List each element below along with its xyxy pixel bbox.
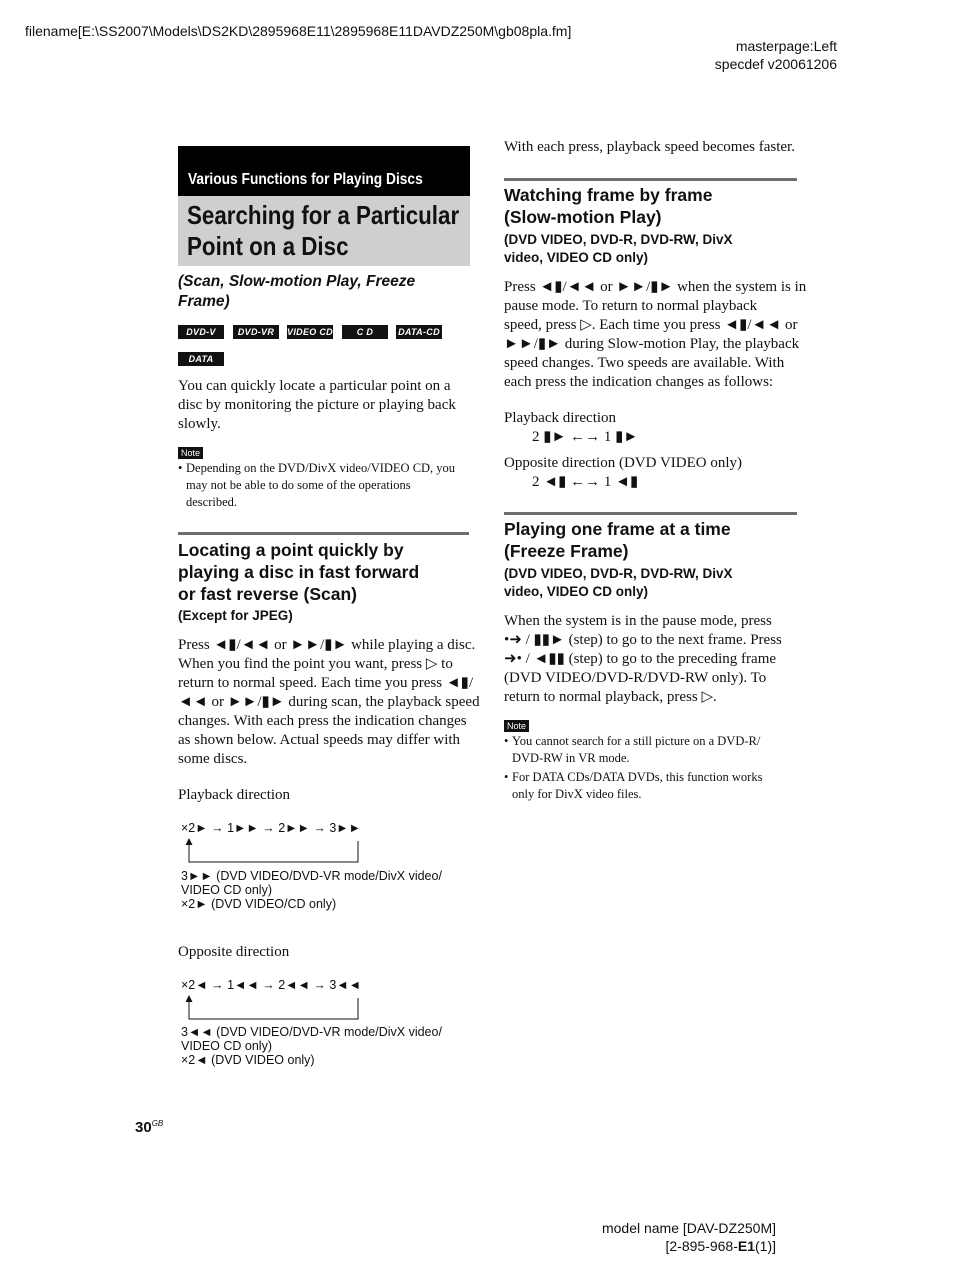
diagram-note-line: ×2► (DVD VIDEO/CD only) [181,897,337,911]
bullet-mark: • [178,461,183,475]
model-code-bold: E1 [737,1238,755,1254]
note-line: You cannot search for a still picture on a DVD-R/ [512,734,761,748]
badge-cd: C D [342,325,388,339]
model-code-prefix: [2-895-968- [665,1238,738,1254]
body-line: return to normal speed. Each time you press ◄▮/ [178,675,474,691]
heading-line: Playing one frame at a time [504,519,731,539]
heading-line: (Slow-motion Play) [504,207,662,227]
note-item [504,733,804,767]
masterpage-header: masterpage:Left [735,38,837,54]
filename-header: filename[E:\SS2007\Models\DS2KD\2895968E11\2895968E11DAVDZ250M\gb08pla.fm] [25,23,572,39]
page-title-line2: Point on a Disc [187,231,349,261]
diagram-note-line: 3►► (DVD VIDEO/DVD-VR mode/DivX video/ [181,869,442,883]
badge-data-dvd: DATA DVD [178,352,224,366]
diagram-note-line: ×2◄ (DVD VIDEO only) [181,1053,315,1067]
bullet-mark: • [504,734,509,748]
body-line: ➜• / ◄▮▮ (step) to go to the preceding frame [504,651,777,667]
badge-dvd-v: DVD-V [178,325,224,339]
body-line: Press ◄▮/◄◄ or ►►/▮► while playing a disc. [178,637,476,653]
body-line: changes. With each press the indication changes [178,713,467,729]
body-line: as shown below. Actual speeds may differ with [178,732,461,748]
section-rule [178,532,469,535]
badge-video-cd: VIDEO CD [287,327,333,337]
slow-heading [504,184,804,228]
note-line: DVD-RW in VR mode. [512,751,630,765]
slow-subheading [504,231,733,267]
intro-paragraph [178,377,478,434]
scan-playback-loop-arrow [180,836,370,866]
diagram-note-line: VIDEO CD only) [181,1039,272,1053]
page-title-box [178,196,470,266]
scan-heading [178,539,478,605]
body-line: some discs. [178,751,248,767]
heading-line: Locating a point quickly by [178,540,404,560]
scan-opposite-notes [181,1025,442,1067]
model-code-footer [665,1237,776,1256]
note-tag: Note [178,447,203,459]
slow-playback-sequence: 2 ▮► ←→ 1 ▮► [532,429,639,445]
body-line: speed changes. Two speeds are available. With [504,355,785,371]
intro-line: You can quickly locate a particular point on a [178,378,451,394]
chapter-label-bar [178,146,470,196]
diagram-note-line: VIDEO CD only) [181,883,272,897]
heading-line: (Freeze Frame) [504,541,629,561]
badge-dvd-vr: DVD-VR [233,325,279,339]
note-line: may not be able to do some of the operations [186,478,411,492]
section-rule [504,512,797,515]
freeze-heading [504,518,804,562]
intro-line: disc by monitoring the picture or playing back [178,397,456,413]
body-line: pause mode. To return to normal playback [504,298,758,314]
body-line: When the system is in the pause mode, press [504,613,772,629]
note-line: Depending on the DVD/DivX video/VIDEO CD, you [186,461,456,475]
page-number-suffix: GB [151,1119,164,1128]
model-code-suffix: (1)] [755,1238,776,1254]
note-tag: Note [504,720,529,732]
heading-line: playing a disc in fast forward [178,562,420,582]
note-line: described. [186,495,238,509]
slow-opposite-label: Opposite direction (DVD VIDEO only) [504,455,743,471]
body-line: (DVD VIDEO/DVD-R/DVD-RW only). To [504,670,767,686]
bullet-mark: • [504,770,509,784]
subtitle-line2: Frame) [178,293,230,310]
scan-subheading: (Except for JPEG) [178,608,293,623]
scan-body [178,636,478,769]
note-item [178,460,478,511]
note-line: only for DivX video files. [512,787,642,801]
body-line: speed, press ▷. Each time you press ◄▮/◄◄ or [504,317,798,333]
scan-opposite-label: Opposite direction [178,944,290,960]
heading-line: or fast reverse (Scan) [178,584,357,604]
subtitle-line1: (Scan, Slow-motion Play, Freeze [178,273,416,290]
freeze-body [504,612,804,707]
note-line: For DATA CDs/DATA DVDs, this function works [512,770,763,784]
scan-opposite-sequence: ×2◄ → 1◄◄ → 2◄◄ → 3◄◄ [181,978,362,992]
freeze-subheading [504,565,733,601]
page-number [135,1114,163,1138]
intro-line: slowly. [178,416,221,432]
scan-playback-notes [181,869,442,911]
specdef-header: specdef v20061206 [714,56,837,72]
body-line: ►►/▮► during Slow-motion Play, the playback [504,336,800,352]
slow-opposite-sequence: 2 ◄▮ ←→ 1 ◄▮ [532,474,639,490]
body-line: each press the indication changes as follows: [504,374,774,390]
slow-body [504,278,807,392]
page-number-value: 30 [135,1119,152,1136]
badge-data-cd: DATA-CD [396,325,442,339]
body-line: Press ◄▮/◄◄ or ►►/▮► when the system is in [504,279,807,295]
model-name-footer: model name [DAV-DZ250M] [601,1220,776,1236]
scan-speed-note: With each press, playback speed becomes faster. [504,139,795,155]
diagram-note-line: 3◄◄ (DVD VIDEO/DVD-VR mode/DivX video/ [181,1025,442,1039]
chapter-label: Various Functions for Playing Discs [188,171,423,188]
subheading-line: video, VIDEO CD only) [504,584,649,599]
body-line: ◄◄ or ►►/▮► during scan, the playback speed [178,694,480,710]
scan-playback-label: Playback direction [178,787,291,803]
note-item [504,769,804,803]
body-line: When you find the point you want, press ▷ to [178,656,453,672]
slow-playback-label: Playback direction [504,410,617,426]
section-rule [504,178,797,181]
body-line: •➜ / ▮▮► (step) to go to the next frame. Press [504,632,782,648]
subheading-line: (DVD VIDEO, DVD-R, DVD-RW, DivX [504,232,733,247]
heading-line: Watching frame by frame [504,185,713,205]
scan-playback-sequence: ×2► → 1►► → 2►► → 3►► [181,821,362,835]
page-title-line1: Searching for a Particular [187,200,460,230]
body-line: return to normal playback, press ▷. [504,689,717,705]
scan-opposite-loop-arrow [180,993,370,1023]
subheading-line: (DVD VIDEO, DVD-R, DVD-RW, DivX [504,566,733,581]
subheading-line: video, VIDEO CD only) [504,250,649,265]
